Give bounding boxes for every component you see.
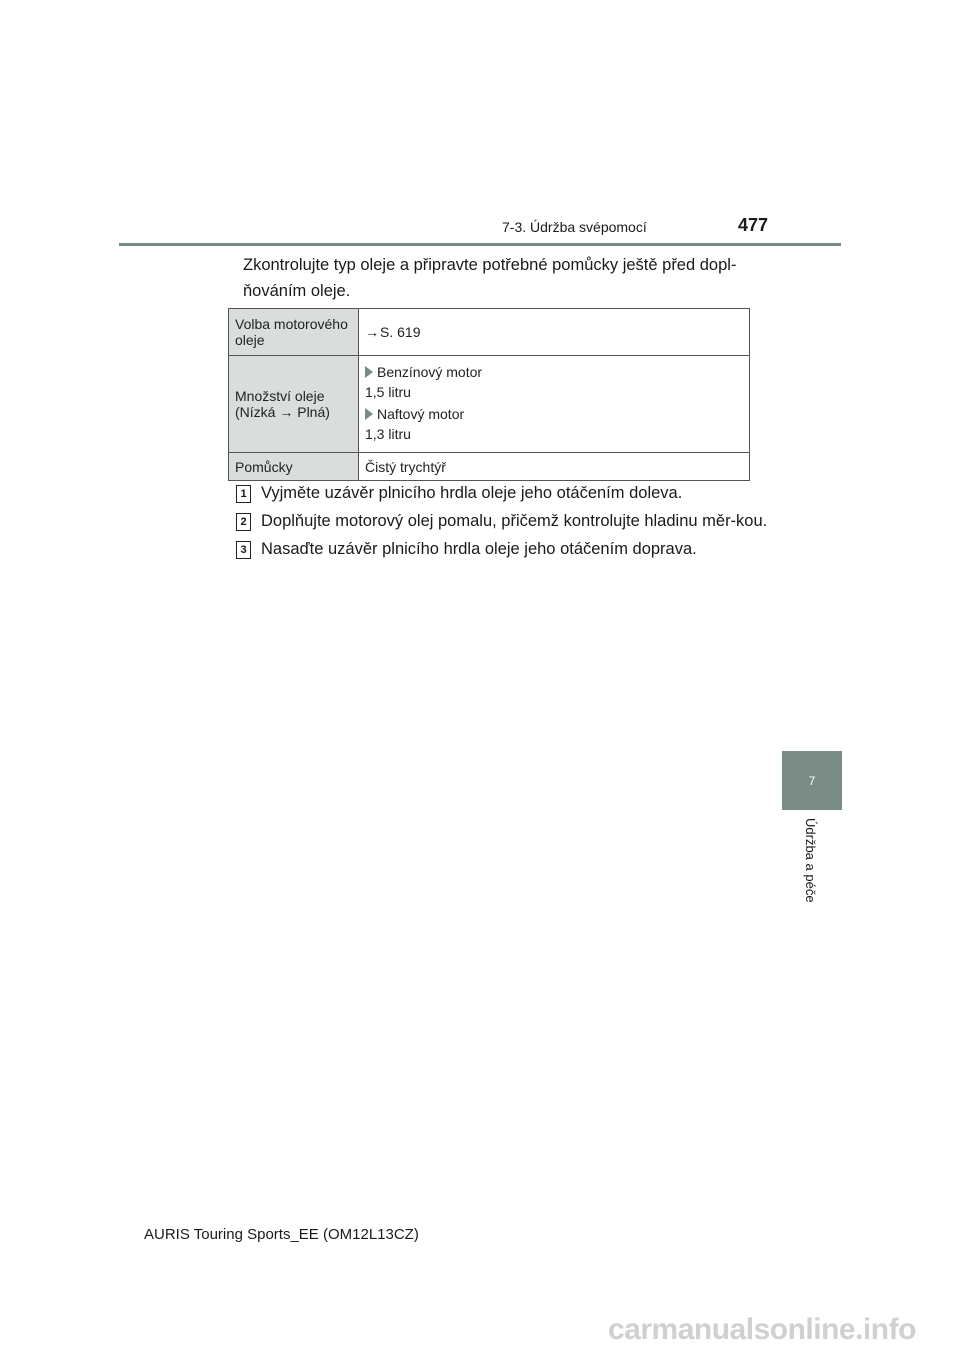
header-divider <box>119 243 841 246</box>
table-label-oil-quantity <box>229 356 359 453</box>
page-reference: S. 619 <box>380 324 421 340</box>
section-title: 7-3. Údržba svépomocí <box>502 219 647 235</box>
intro-paragraph: Zkontrolujte typ oleje a připravte potřebné pomůcky ještě před dopl-ňováním oleje. <box>243 256 737 300</box>
step-number-badge: 3 <box>236 541 251 559</box>
step-text: Nasaďte uzávěr plnicího hrdla oleje jeho otáčením doprava. <box>261 540 697 558</box>
step-number-badge: 1 <box>236 485 251 503</box>
label-line: oleje <box>235 332 265 348</box>
step-item <box>236 537 776 561</box>
step-number-badge: 2 <box>236 513 251 531</box>
step-text: Vyjměte uzávěr plnicího hrdla oleje jeho otáčením doleva. <box>261 484 683 502</box>
engine-type-heading: Naftový motor <box>377 406 465 422</box>
arrow-right-icon: → <box>365 324 379 340</box>
step-text: Doplňujte motorový olej pomalu, přičemž kontrolujte hladinu měr-kou. <box>261 512 768 530</box>
table-label-tools: Pomůcky <box>229 453 359 481</box>
label-line: Množství oleje <box>235 388 325 404</box>
triangle-bullet-icon <box>365 408 373 420</box>
engine-type-item <box>365 364 743 380</box>
triangle-bullet-icon <box>365 366 373 378</box>
watermark-logo: carmanualsonline.info <box>608 1313 916 1346</box>
engine-oil-amount: 1,5 litru <box>365 384 411 400</box>
step-item <box>236 481 776 505</box>
oil-spec-table <box>228 308 750 481</box>
table-value-oil-choice <box>359 309 750 356</box>
engine-type-item <box>365 406 743 422</box>
table-row <box>229 309 750 356</box>
table-row <box>229 356 750 453</box>
table-value-oil-quantity <box>359 356 750 453</box>
page-number: 477 <box>738 215 769 235</box>
table-label-oil-choice <box>229 309 359 356</box>
chapter-tab[interactable] <box>782 751 842 810</box>
chapter-label: Údržba a péče <box>803 818 818 903</box>
step-item <box>236 509 776 533</box>
table-value-tools: Čistý trychtýř <box>359 453 750 481</box>
chapter-number: 7 <box>808 773 816 788</box>
engine-type-heading: Benzínový motor <box>377 364 483 380</box>
label-line: Volba motorového <box>235 316 348 332</box>
step-list <box>236 481 776 565</box>
footer-model-code: AURIS Touring Sports_EE (OM12L13CZ) <box>144 1226 419 1243</box>
table-row <box>229 453 750 481</box>
engine-oil-amount: 1,3 litru <box>365 426 411 442</box>
label-line: (Nízká → Plná) <box>235 404 330 420</box>
